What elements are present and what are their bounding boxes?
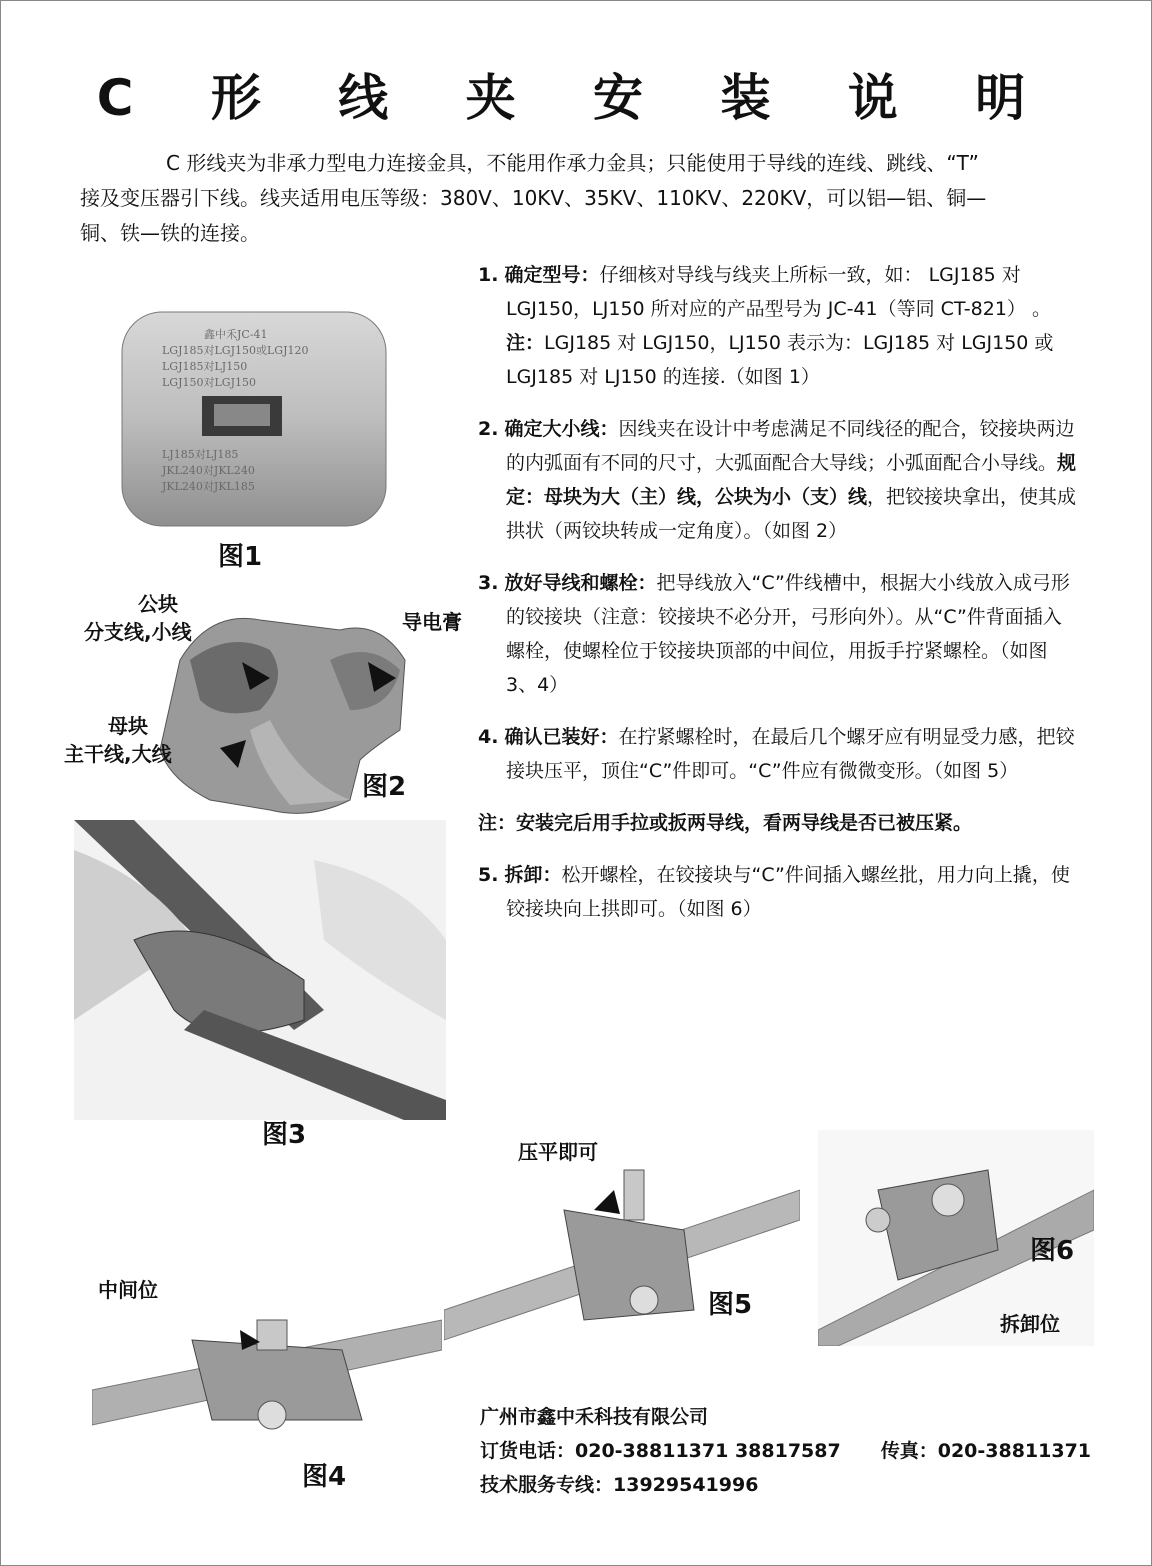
step-3: 3. 放好导线和螺栓：把导线放入“C”件线槽中，根据大小线放入成弓形的铰接块（注意：铰接块不必分开，弓形向外）。从“C”件背面插入螺栓，使螺栓位于铰接块顶部的中间位，用扳手拧紧螺栓。（如图 3、4）: [478, 572, 1070, 696]
step-1: 1. 确定型号：仔细核对导线与线夹上所标一致，如： LGJ185 对 LGJ150，LJ150 所对应的产品型号为 JC-41（等同 CT-821） 。 注：LGJ185 对 LGJ150，LJ150 表示为：LGJ185 对 LGJ150 或 LGJ185 对 LJ150 的连接.（如图 1）: [478, 264, 1054, 388]
plate-line: LGJ150对LGJ150: [162, 376, 256, 389]
label-middle-position: 中间位: [98, 1278, 158, 1302]
order-label: 订货电话：: [480, 1440, 576, 1462]
figure-6-caption: 图6: [1030, 1236, 1075, 1266]
figure-3-installation-photo: [74, 820, 446, 1120]
note-label: 注: [506, 332, 526, 354]
step-4: 4. 确认已装好：在拧紧螺栓时，在最后几个螺牙应有明显受力感，把铰接块压平，顶住“C”件即可。“C”件应有微微变形。（如图 5）: [478, 726, 1075, 782]
step-heading: 拆卸: [504, 864, 543, 886]
steps-list: [478, 258, 1078, 944]
label-main-line: 主干线,大线: [64, 742, 172, 766]
warning-note: 注：安装完后用手拉或扳两导线，看两导线是否已被压紧。: [478, 812, 973, 834]
plate-line: JKL240对JKL185: [162, 480, 255, 493]
intro-line-3: 铜、铁—铁的连接。: [80, 221, 260, 245]
figure-1-caption: 图1: [218, 542, 263, 572]
step-note: LGJ185 对 LGJ150，LJ150 表示为：LGJ185 对 LGJ150 或 LGJ185 对 LJ150 的连接.（如图 1）: [506, 332, 1054, 388]
plate-line: 鑫中禾JC-41: [204, 328, 268, 341]
step-body: 在拧紧螺栓时，在最后几个螺牙应有明显受力感，把铰接块压平，顶住“C”件即可。“C”件应有微微变形。（如图 5）: [506, 726, 1075, 782]
plate-line: LJ185对LJ185: [162, 448, 239, 461]
step-body: 仔细核对导线与线夹上所标一致，如： LGJ185 对 LGJ150，LJ150 所对应的产品型号为 JC-41（等同 CT-821） 。: [506, 264, 1051, 320]
step-tail: ，把铰接块拿出，使其成拱状（两铰块转成一定角度）。（如图 2）: [506, 486, 1077, 542]
fax-number: 020-38811371: [937, 1440, 1092, 1462]
step-number: 5.: [478, 864, 499, 886]
step-heading: 确定型号: [504, 264, 581, 286]
step-body: 因线夹在设计中考虑满足不同线径的配合，铰接块两边的内弧面有不同的尺寸，大弧面配合大导线；小弧面配合小导线。: [506, 418, 1075, 474]
label-conductive-paste: 导电膏: [402, 610, 462, 634]
step-number: 1.: [478, 264, 499, 286]
order-phone: 020-38811371 38817587: [575, 1440, 841, 1462]
label-female-block: 母块: [108, 714, 148, 738]
figure-4-middle-position: [92, 1300, 442, 1450]
label-removal-position: 拆卸位: [1000, 1312, 1060, 1336]
service-phone: 13929541996: [613, 1474, 759, 1496]
intro-paragraph: [80, 146, 1080, 251]
figure-3-caption: 图3: [262, 1120, 307, 1150]
step-number: 2.: [478, 418, 499, 440]
service-label: 技术服务专线：: [480, 1474, 614, 1496]
step-body: 松开螺栓，在铰接块与“C”件间插入螺丝批，用力向上撬，使铰接块向上拱即可。（如图 6）: [506, 864, 1070, 920]
figure-1-clamp-photo: [118, 308, 390, 530]
step-rule: 规定：母块为大（主）线，公块为小（支）线: [506, 452, 1077, 508]
figure-5-caption: 图5: [708, 1290, 753, 1320]
plate-line: LGJ185对LJ150: [162, 360, 248, 373]
page-title: C 形 线 夹 安 装 说 明: [96, 69, 1056, 127]
step-number: 4.: [478, 726, 499, 748]
figure-2-caption: 图2: [362, 772, 407, 802]
step-body: 把导线放入“C”件线槽中，根据大小线放入成弓形的铰接块（注意：铰接块不必分开，弓形向外）。从“C”件背面插入螺栓，使螺栓位于铰接块顶部的中间位，用扳手拧紧螺栓。（如图 3、4）: [506, 572, 1070, 696]
label-branch-line: 分支线,小线: [84, 620, 192, 644]
fax-label: 传真：: [880, 1440, 938, 1462]
company-info: [480, 1400, 1091, 1502]
step-heading: 确定大小线: [504, 418, 600, 440]
step-2: 2. 确定大小线：因线夹在设计中考虑满足不同线径的配合，铰接块两边的内弧面有不同的尺寸，大弧面配合大导线；小弧面配合小导线。规定：母块为大（主）线，公块为小（支）线，把铰接块拿出，使其成拱状（两铰块转成一定角度）。（如图 2）: [478, 418, 1077, 542]
step-number: 3.: [478, 572, 499, 594]
label-press-flat: 压平即可: [518, 1140, 598, 1164]
intro-line-2: 接及变压器引下线。线夹适用电压等级：380V、10KV、35KV、110KV、220KV，可以铝—铝、铜—: [80, 186, 987, 210]
company-name: 广州市鑫中禾科技有限公司: [480, 1406, 709, 1428]
step-heading: 确认已装好: [504, 726, 600, 748]
figure-4-caption: 图4: [302, 1462, 347, 1492]
plate-line: JKL240对JKL240: [162, 464, 255, 477]
step-heading: 放好导线和螺栓: [504, 572, 638, 594]
intro-line-1: C 形线夹为非承力型电力连接金具，不能用作承力金具；只能使用于导线的连线、跳线、“T”: [166, 151, 979, 175]
plate-line: LGJ185对LGJ150或LGJ120: [162, 344, 309, 357]
label-male-block: 公块: [138, 592, 178, 616]
step-5: 5. 拆卸：松开螺栓，在铰接块与“C”件间插入螺丝批，用力向上撬，使铰接块向上拱即可。（如图 6）: [478, 864, 1070, 920]
